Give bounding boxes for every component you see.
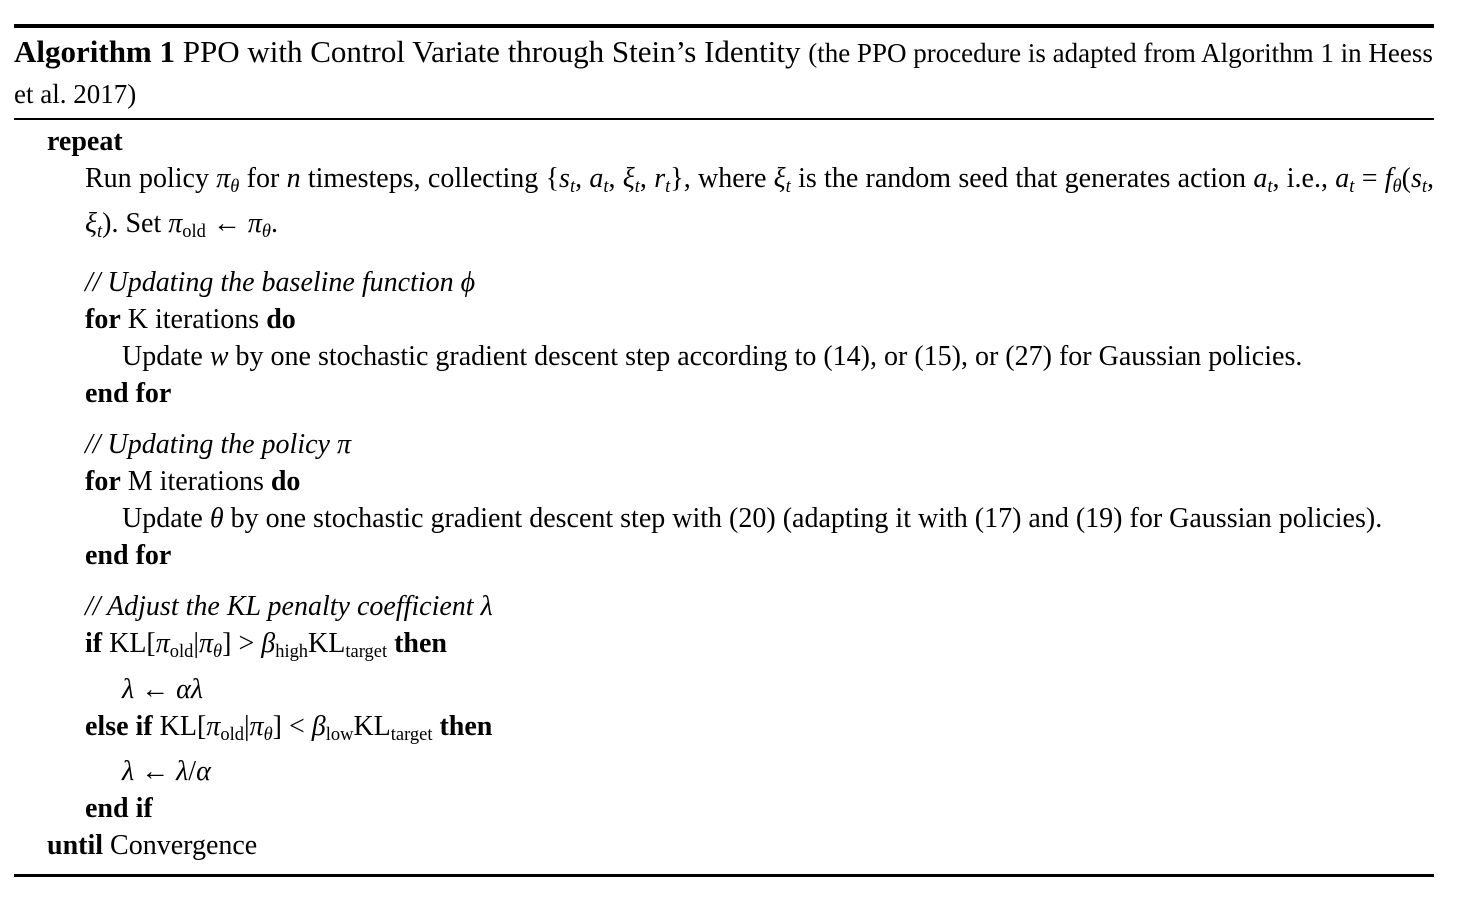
text-segment: , i.e., xyxy=(1272,163,1336,194)
text-segment: PPO with Control Variate through Stein’s Identity xyxy=(175,34,809,69)
text-segment: Algorithm 1 xyxy=(14,34,176,69)
algorithm-line xyxy=(85,264,1434,301)
text-segment: old xyxy=(169,641,194,662)
text-segment: do xyxy=(266,304,296,336)
algorithm-line xyxy=(85,463,1434,500)
text-segment: Update xyxy=(122,503,210,535)
text-segment: θ xyxy=(230,176,240,197)
text-segment: by one stochastic gradient descent step according to (14), or (15), or (27) for Gaussian policies. xyxy=(228,341,1303,373)
text-segment: ξ xyxy=(773,163,786,194)
text-segment: a xyxy=(1335,163,1350,194)
text-segment: , xyxy=(608,163,623,194)
algorithm-line xyxy=(122,338,1434,375)
text-segment: t xyxy=(665,176,671,197)
text-segment: , xyxy=(639,163,655,194)
text-segment: t xyxy=(1349,176,1355,197)
text-segment: α xyxy=(176,673,191,705)
text-segment: λ xyxy=(122,673,135,705)
algorithm-line xyxy=(122,671,1434,708)
text-segment: end for xyxy=(85,540,172,572)
text-segment: // Updating the policy xyxy=(85,429,337,461)
text-segment: s xyxy=(559,163,570,194)
algorithm-line xyxy=(85,426,1434,463)
text-segment: (the PPO procedure is adapted from Algorithm 1 in Heess et al. 2017) xyxy=(14,38,1433,109)
text-segment: λ xyxy=(176,755,189,787)
text-segment: θ xyxy=(1392,176,1402,197)
text-segment: K iterations xyxy=(120,304,267,336)
text-segment: , xyxy=(575,163,590,194)
text-segment: high xyxy=(275,641,309,662)
text-segment: β xyxy=(311,710,326,742)
algorithm-line xyxy=(85,708,1434,753)
text-segment: λ xyxy=(480,591,493,623)
text-segment: ← xyxy=(134,673,177,705)
text-segment: n xyxy=(286,163,301,194)
text-segment: π xyxy=(155,628,170,660)
text-segment: t xyxy=(785,176,791,197)
text-segment: . xyxy=(271,208,278,240)
text-segment: π xyxy=(168,208,183,240)
algorithm-title xyxy=(14,28,1434,118)
text-segment: by one stochastic gradient descent step with (20) (adapting it with (17) and (19) for Gaussian policies). xyxy=(223,503,1383,535)
text-segment: if xyxy=(85,628,103,660)
algorithm-line xyxy=(47,123,1434,160)
text-segment: end if xyxy=(85,792,153,824)
text-segment: = xyxy=(1354,163,1385,194)
algorithm-line xyxy=(85,790,1434,827)
text-segment: ( xyxy=(1401,163,1411,194)
text-segment: a xyxy=(1253,163,1268,194)
text-segment: ξ xyxy=(85,208,97,240)
text-segment: β xyxy=(261,628,276,660)
text-segment: t xyxy=(634,176,640,197)
bottom-rule xyxy=(14,874,1434,877)
text-segment: end for xyxy=(85,378,172,410)
text-segment: θ xyxy=(209,503,224,535)
text-segment: ← xyxy=(205,208,248,240)
text-segment: then xyxy=(394,628,447,660)
text-segment: r xyxy=(654,163,666,194)
text-segment: timesteps, collecting xyxy=(300,163,546,194)
text-segment: KL xyxy=(308,628,346,660)
text-segment: π xyxy=(216,163,231,194)
text-segment: } xyxy=(670,163,684,194)
text-segment: t xyxy=(1267,176,1273,197)
text-segment: ] < xyxy=(272,710,312,742)
text-segment: λ xyxy=(190,673,203,705)
text-segment: π xyxy=(206,710,221,742)
text-segment: else if xyxy=(85,710,153,742)
text-segment: θ xyxy=(261,221,271,242)
algorithm-line xyxy=(122,500,1434,537)
algorithm-line xyxy=(85,375,1434,412)
text-segment: until xyxy=(47,829,104,861)
algorithm-line xyxy=(85,301,1434,338)
text-segment: is the random seed that generates action xyxy=(790,163,1254,194)
text-segment: t xyxy=(97,221,103,242)
text-segment: s xyxy=(1410,163,1422,194)
algorithm-body xyxy=(14,120,1434,864)
text-segment: target xyxy=(345,641,388,662)
text-segment: π xyxy=(247,208,262,240)
text-segment: t xyxy=(603,176,609,197)
text-segment: low xyxy=(325,723,354,744)
text-segment: , xyxy=(1427,163,1434,194)
text-segment: / xyxy=(188,755,197,787)
text-segment: // Adjust the KL penalty coefficient xyxy=(85,591,481,623)
text-segment: target xyxy=(390,723,433,744)
text-segment: . Set xyxy=(111,208,169,240)
text-segment: θ xyxy=(263,723,273,744)
text-segment: α xyxy=(196,755,211,787)
text-segment: λ xyxy=(122,755,135,787)
text-segment: a xyxy=(589,163,604,194)
text-segment: M iterations xyxy=(120,466,271,498)
algorithm-line xyxy=(85,625,1434,670)
text-segment: | xyxy=(193,628,200,660)
text-segment: ] > xyxy=(222,628,262,660)
algorithm-line xyxy=(85,537,1434,574)
text-segment: repeat xyxy=(47,126,123,157)
text-segment: f xyxy=(1384,163,1393,194)
text-segment: t xyxy=(569,176,576,197)
text-segment: for xyxy=(85,466,121,498)
text-segment: π xyxy=(249,710,264,742)
text-segment: Update xyxy=(122,341,210,373)
text-segment: KL[ xyxy=(102,628,156,660)
text-segment: π xyxy=(336,429,351,461)
text-segment: Run policy xyxy=(85,163,217,194)
text-segment: for xyxy=(239,163,287,194)
text-segment: // Updating the baseline function xyxy=(85,267,461,299)
text-segment: θ xyxy=(213,641,223,662)
algorithm-line xyxy=(85,588,1434,625)
text-segment: w xyxy=(209,341,229,373)
text-segment: do xyxy=(270,466,301,498)
text-segment: KL xyxy=(353,710,391,742)
text-segment: old xyxy=(182,221,206,242)
text-segment: Convergence xyxy=(103,829,258,861)
text-segment: ← xyxy=(134,755,177,787)
text-segment: KL[ xyxy=(152,710,207,742)
algorithm-line xyxy=(47,827,1434,864)
text-segment: π xyxy=(199,628,214,660)
text-segment: then xyxy=(439,710,493,742)
text-segment: for xyxy=(85,304,121,336)
algorithm-line xyxy=(122,753,1434,790)
text-segment: ϕ xyxy=(460,267,476,299)
algorithm-line xyxy=(85,160,1434,250)
text-segment: old xyxy=(220,723,244,744)
text-segment: t xyxy=(1421,176,1427,197)
text-segment: ) xyxy=(102,208,112,240)
text-segment: , where xyxy=(683,163,774,194)
text-segment: | xyxy=(243,710,250,742)
text-segment: ξ xyxy=(622,163,635,194)
text-segment: { xyxy=(545,163,560,194)
